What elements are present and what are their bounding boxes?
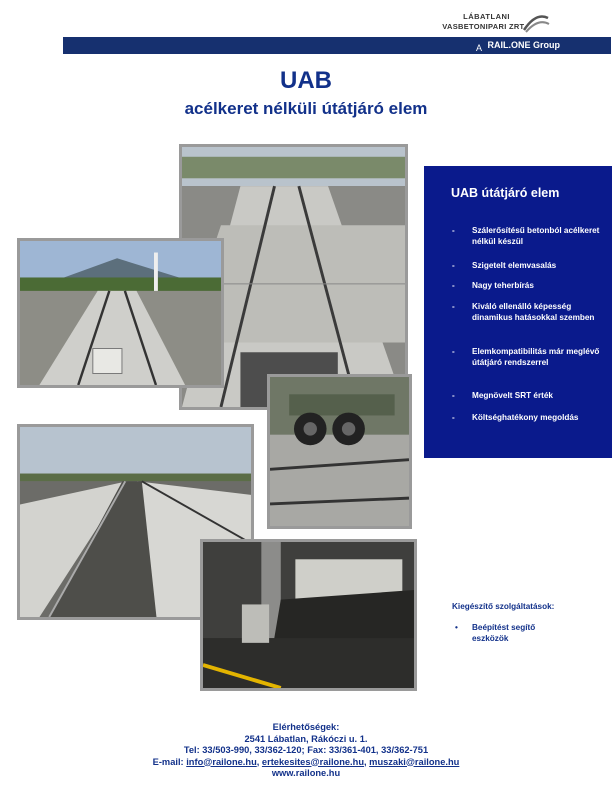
feature-dash: - (452, 226, 455, 235)
feature-dash: - (452, 261, 455, 270)
contact-block (0, 722, 612, 780)
feature-dash: - (452, 391, 455, 400)
logo-line2: VASBETONIPARI ZRT. (442, 22, 526, 31)
email-link-sales[interactable]: ertekesites@railone.hu (261, 756, 364, 767)
services-list-item (455, 623, 585, 647)
feature-text: Nagy teherbírás (472, 281, 534, 290)
feature-dash: - (452, 281, 455, 290)
logo-swoosh-icon (522, 10, 550, 34)
contact-address: 2541 Lábatlan, Rákóczi u. 1. (244, 733, 368, 744)
feature-text: Szigetelt elemvasalás (472, 261, 557, 270)
features-panel-title: UAB útátjáró elem (451, 186, 560, 200)
logo-line1: LÁBATLANI (463, 12, 510, 21)
member-banner (63, 37, 611, 73)
feature-text: Megnövelt SRT érték (472, 391, 553, 400)
email-link-technical[interactable]: muszaki@railone.hu (369, 756, 460, 767)
feature-dash: - (452, 302, 455, 311)
features-panel (424, 166, 612, 458)
bullet-icon: • (455, 623, 458, 632)
contact-phones: Tel: 33/503-990, 33/362-120; Fax: 33/361-401, 33/362-751 (183, 745, 429, 755)
website-link[interactable]: www.railone.hu (271, 768, 341, 778)
page-title: UAB (280, 67, 332, 94)
email-separator: , (364, 756, 370, 767)
contact-emails (0, 757, 612, 769)
email-label: E-mail: (152, 756, 187, 767)
feature-text: Költséghatékony megoldás (472, 413, 579, 422)
email-link-info[interactable]: info@railone.hu (186, 756, 257, 767)
page-subtitle: acélkeret nélküli útátjáró elem (184, 99, 428, 118)
feature-text: Kiváló ellenálló képesség dinamikus hatásokkal szemben (472, 302, 595, 322)
photo-lab-testing (200, 539, 417, 691)
services-item-text: Beépítést segítő eszközök (472, 623, 536, 643)
banner-brand: RAIL.ONE Group (487, 40, 560, 50)
contact-heading: Elérhetőségek: (272, 722, 340, 732)
company-logo (418, 8, 550, 36)
services-title: Kiegészítő szolgáltatások: (452, 602, 555, 611)
feature-dash: - (452, 413, 455, 422)
banner-prefix: A Member of (476, 43, 510, 73)
photo-truck-crossing (267, 374, 412, 529)
photo-crossing-mountain (17, 238, 224, 388)
feature-text: Szálerősítésű betonból acélkeret nélkül készül (472, 226, 600, 246)
feature-text: Elemkompatibilitás már meglévő útátjáró rendszerrel (472, 347, 600, 367)
feature-dash: - (452, 347, 455, 356)
email-separator: , (256, 756, 262, 767)
